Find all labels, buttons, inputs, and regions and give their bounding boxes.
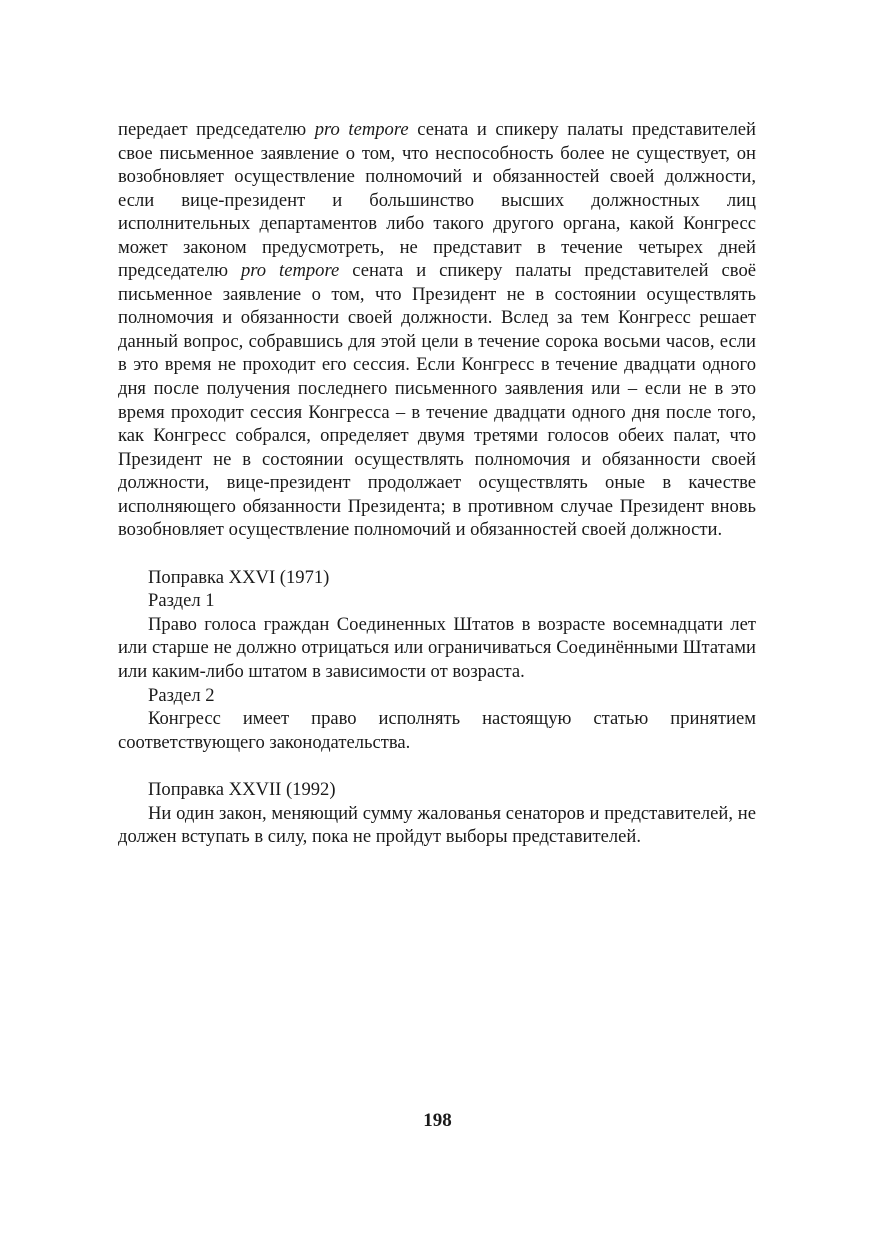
paragraph-text: передает председателю xyxy=(118,119,315,140)
page-body xyxy=(118,118,756,849)
amendment-26-heading: Поправка XXVI (1971) xyxy=(148,566,330,588)
section-2-text: Конгресс имеет право исполнять настоящую статью принятием соответствующего законодательства. xyxy=(118,708,756,753)
section-2-heading: Раздел 2 xyxy=(148,684,215,706)
amendment-27-heading: Поправка XXVII (1992) xyxy=(148,779,336,801)
section-1-text: Право голоса граждан Соединенных Штатов в возрасте восемнадцати лет или старше не должно отрицаться или ограничиваться Соединёнными Штатами или каким-либо штатом в зависимости от возраста. xyxy=(118,613,756,683)
section-1-heading: Раздел 1 xyxy=(148,590,215,612)
continuation-paragraph xyxy=(118,118,756,542)
section-gap xyxy=(118,754,756,778)
latin-term: pro tempore xyxy=(314,119,409,140)
section-gap xyxy=(118,542,756,566)
amendment-27-text: Ни один закон, меняющий сумму жалованья сенаторов и представителей, не должен вступать в силу, пока не пройдут выборы представителей. xyxy=(118,802,756,848)
paragraph-text: сената и спикеру палаты представителей своё письменное заявление о том, что Президент не в состоянии осуществлять полномочия и обязанности своей должности. Вслед за тем Конгресс решает данный вопрос, собравшись для этой цели в течение сорока восьми часов, если в это время не проходит его сессия. Если Конгресс в течение двадцати одного дня после получения последнего письменного заявления или – если не в это время проходит сессия Конгресса – в течение двадцати одного дня после того, как Конгресс собрался, определяет двумя третями голосов обеих палат, что Президент не в состоянии осуществлять полномочия и обязанности своей должности, вице-президент продолжает осуществлять оные в качестве исполняющего обязанности Президента; в противном случае Президент вновь возобновляет осуществление полномочий и обязанностей своей должности. xyxy=(118,260,756,541)
paragraph-text: сената и спикеру палаты представителей свое письменное заявление о том, что неспособность более не существует, он возобновляет осуществление полномочий и обязанностей своей должности, если вице-президент и большинство высших должностных лиц исполнительных департаментов либо такого другого органа, какой Конгресс может законом предусмотреть, не представит в течение четырех дней председателю xyxy=(118,119,756,282)
latin-term: pro tempore xyxy=(240,260,340,282)
page-number: 198 xyxy=(423,1110,452,1131)
